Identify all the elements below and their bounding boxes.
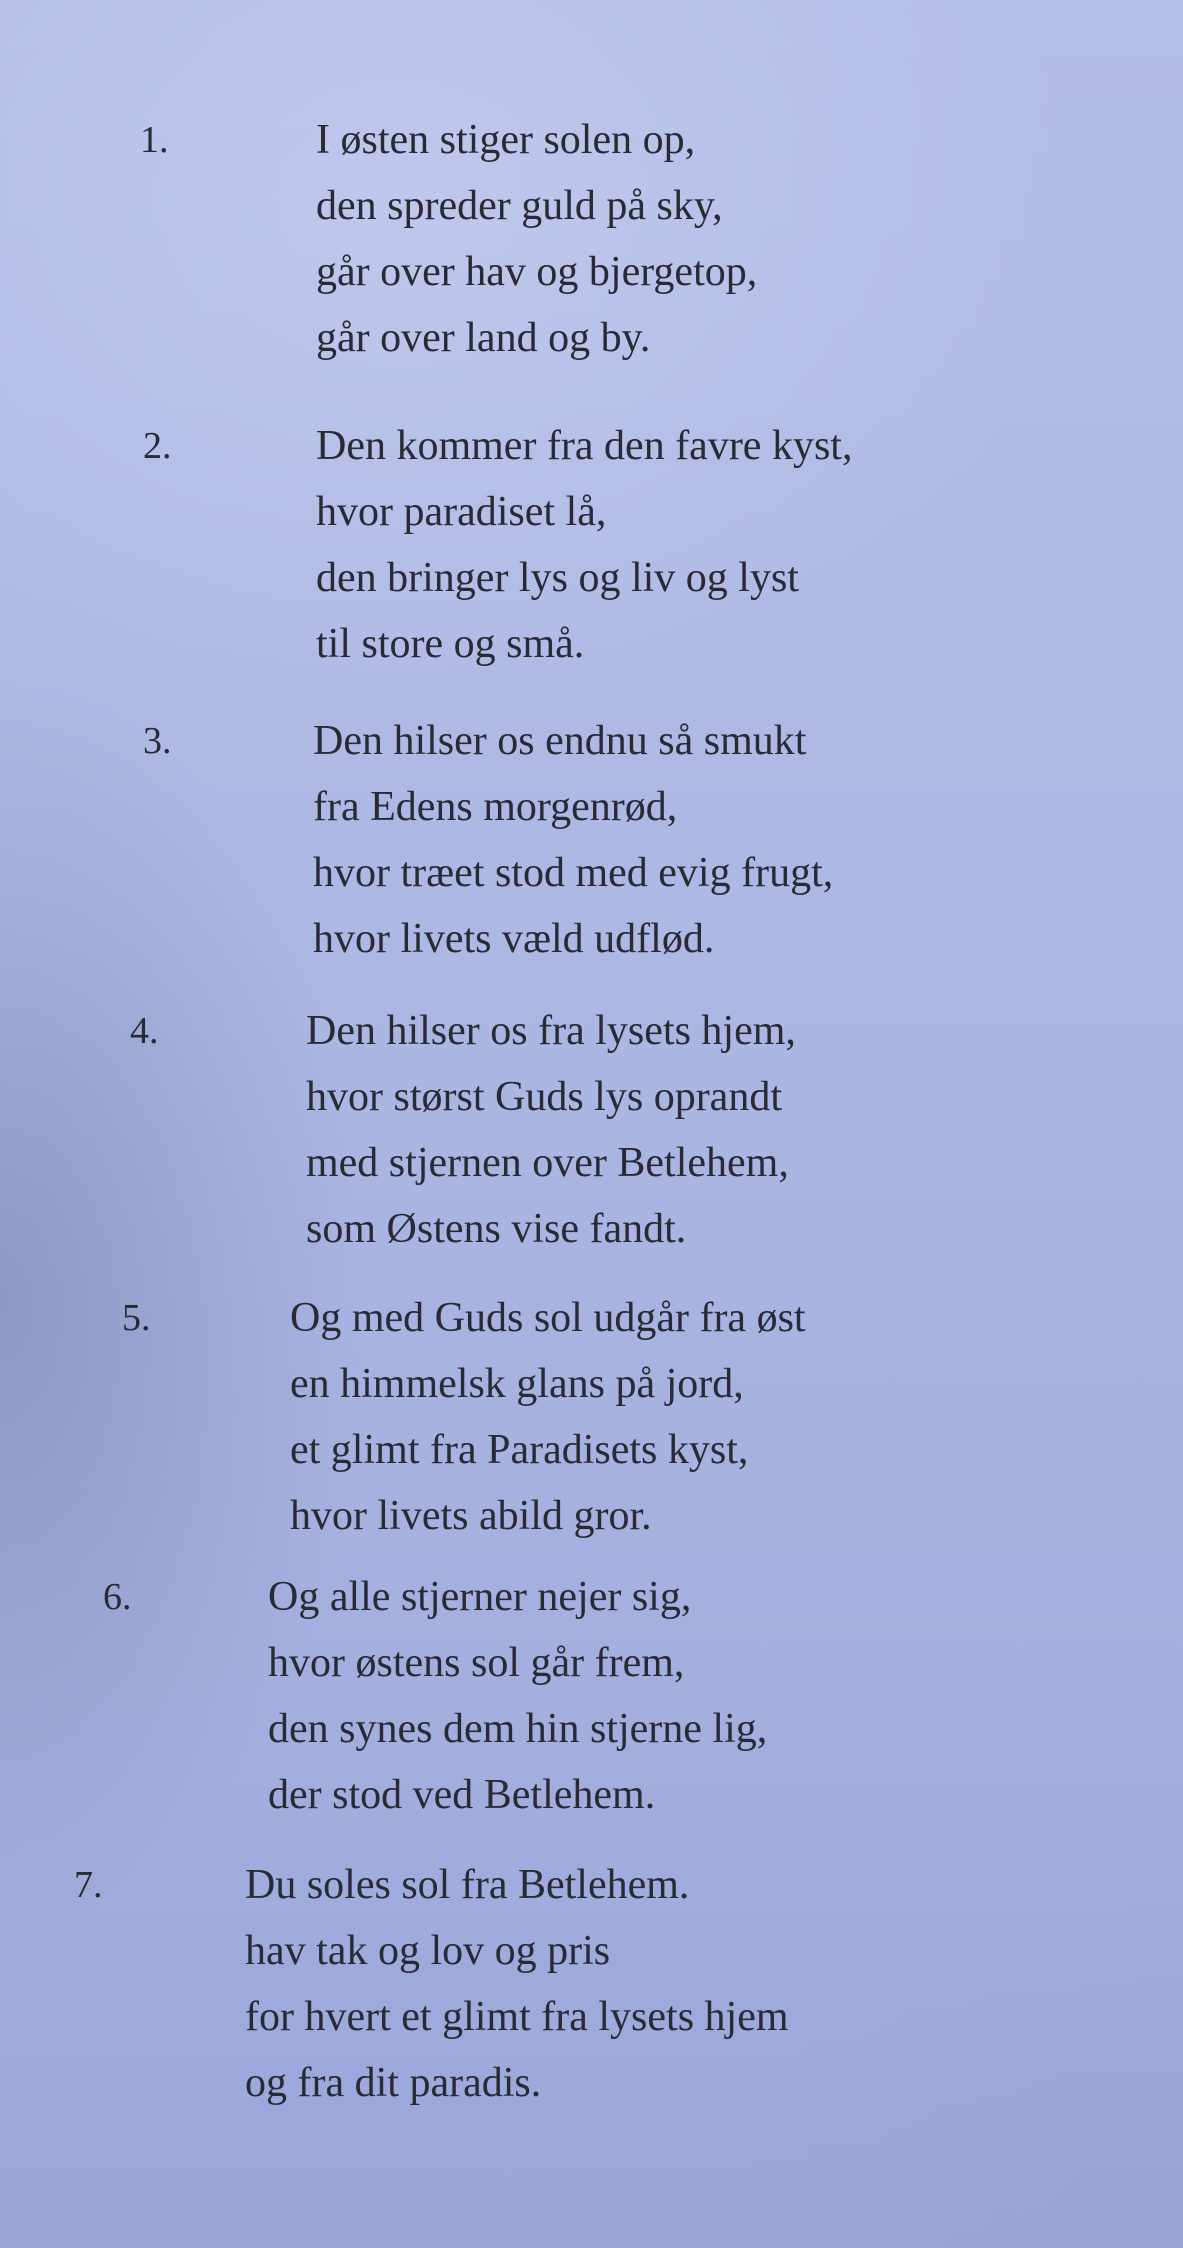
verse-number: 7. bbox=[74, 1864, 103, 1906]
verse-line: I østen stiger solen op, bbox=[316, 117, 696, 163]
verse-line: går over hav og bjergetop, bbox=[316, 249, 758, 295]
verse-line: Du soles sol fra Betlehem. bbox=[245, 1862, 690, 1908]
verse-line: hvor træet stod med evig frugt, bbox=[313, 850, 834, 896]
verse-line: den spreder guld på sky, bbox=[316, 183, 723, 229]
verse-line: Den hilser os fra lysets hjem, bbox=[306, 1008, 796, 1054]
verse-line: fra Edens morgenrød, bbox=[313, 784, 678, 830]
verse-line: hvor paradiset lå, bbox=[316, 489, 607, 535]
verse-number: 3. bbox=[143, 720, 172, 762]
verse-number: 2. bbox=[143, 425, 172, 467]
verse-number: 1. bbox=[140, 119, 169, 161]
verse-line: som Østens vise fandt. bbox=[306, 1206, 687, 1252]
verse-line: Og med Guds sol udgår fra øst bbox=[290, 1295, 806, 1341]
verse-line: Og alle stjerner nejer sig, bbox=[268, 1574, 692, 1620]
verse-line: den bringer lys og liv og lyst bbox=[316, 555, 799, 601]
verse-lines bbox=[268, 1564, 767, 1828]
verse-lines bbox=[290, 1285, 806, 1549]
verse-line: hvor livets abild gror. bbox=[290, 1493, 652, 1539]
verse-lines bbox=[316, 107, 757, 371]
verse-number: 5. bbox=[122, 1297, 151, 1339]
verse-number: 4. bbox=[130, 1010, 159, 1052]
verse-number: 6. bbox=[103, 1576, 132, 1618]
verse-line: Den kommer fra den favre kyst, bbox=[316, 423, 853, 469]
verse-line: til store og små. bbox=[316, 621, 585, 667]
verse-line: hvor livets væld udflød. bbox=[313, 916, 715, 962]
verse-lines bbox=[316, 413, 852, 677]
verse-line: hvor størst Guds lys oprandt bbox=[306, 1074, 782, 1120]
verse-line: den synes dem hin stjerne lig, bbox=[268, 1706, 768, 1752]
verse-line: hvor østens sol går frem, bbox=[268, 1640, 685, 1686]
verse-line: Den hilser os endnu så smukt bbox=[313, 718, 807, 764]
verse-line: hav tak og lov og pris bbox=[245, 1928, 611, 1974]
verse-line: en himmelsk glans på jord, bbox=[290, 1361, 744, 1407]
verse-lines bbox=[245, 1852, 789, 2116]
verse-lines bbox=[306, 998, 796, 1262]
verse-line: et glimt fra Paradisets kyst, bbox=[290, 1427, 749, 1473]
verse-lines bbox=[313, 708, 833, 972]
verse-line: går over land og by. bbox=[316, 315, 651, 361]
verse-line: med stjernen over Betlehem, bbox=[306, 1140, 789, 1186]
verse-line: og fra dit paradis. bbox=[245, 2060, 542, 2106]
verse-line: der stod ved Betlehem. bbox=[268, 1772, 656, 1818]
verse-line: for hvert et glimt fra lysets hjem bbox=[245, 1994, 789, 2040]
